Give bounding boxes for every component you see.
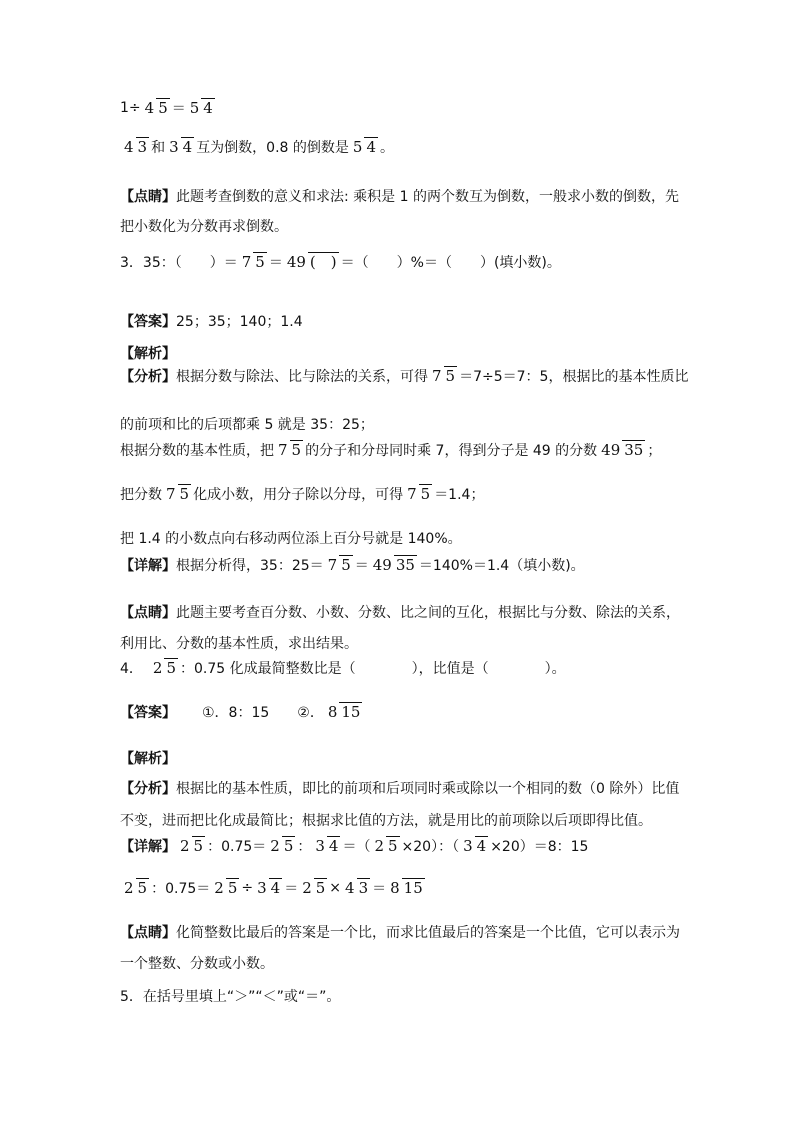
numerator: 2 <box>270 837 280 855</box>
text: 4． <box>120 661 143 677</box>
tag-xiangjie: 【详解】 <box>120 839 176 855</box>
fraction <box>240 252 267 272</box>
question-5 <box>120 986 340 1006</box>
denominator: ( ) <box>309 253 337 271</box>
text: ＝7÷5＝7：5，根据比的基本性质比 <box>459 369 689 385</box>
fraction <box>430 366 457 386</box>
analysis-4 <box>120 748 176 768</box>
fraction <box>300 878 327 898</box>
numerator: 4 <box>144 99 155 117</box>
fraction <box>405 484 432 504</box>
denominator: 5 <box>420 485 431 503</box>
numerator: 49 <box>372 556 392 574</box>
numerator: 7 <box>407 485 417 503</box>
text: ＝（ <box>342 839 371 855</box>
numerator: 7 <box>166 485 176 503</box>
text: ＝（ ）%＝（ ）(填小数)。 <box>340 255 561 271</box>
numerator: 7 <box>241 253 252 271</box>
fraction <box>122 137 149 157</box>
text: 和 <box>151 140 166 156</box>
comment-3-line2 <box>120 633 358 653</box>
numerator: 49 <box>286 253 306 271</box>
text: 的分子和分母同时乘 7，得到分子是 49 的分数 <box>305 443 598 459</box>
denominator: 4 <box>366 138 376 156</box>
denominator: 3 <box>137 138 148 156</box>
text: ＝ <box>268 255 283 271</box>
numerator: 2 <box>374 837 384 855</box>
numerator: 3 <box>463 837 473 855</box>
denominator: 5 <box>315 879 326 897</box>
text: 化简整数比最后的答案是一个比，而求比值最后的答案是一个比值，它可以表示为 <box>176 925 680 941</box>
text: ＝140%＝1.4（填小数)。 <box>418 558 585 574</box>
denominator: 5 <box>158 99 168 117</box>
numerator: 4 <box>345 879 355 897</box>
text: 根据分数的基本性质，把 <box>120 443 274 459</box>
text: ×20）＝8：15 <box>490 839 589 855</box>
fenxi-3-line2 <box>120 414 374 434</box>
numerator: 7 <box>327 556 338 574</box>
fraction <box>122 878 149 898</box>
denominator: 5 <box>227 879 238 897</box>
text: × <box>329 880 342 896</box>
question-3 <box>120 252 561 272</box>
denominator: 35 <box>624 441 644 459</box>
text: 互为倒数，0.8 的倒数是 <box>196 140 349 156</box>
numerator: 2 <box>124 879 134 897</box>
text: ； <box>647 443 662 459</box>
fraction <box>212 878 239 898</box>
text: 1÷ <box>120 100 141 116</box>
text: ×20）：（ <box>401 839 460 855</box>
numerator: 5 <box>189 99 200 117</box>
fraction <box>178 836 205 856</box>
fraction <box>326 702 363 722</box>
text: 把 1.4 的小数点向右移动两位添上百分号就是 140%。 <box>120 531 462 547</box>
fraction <box>276 440 303 460</box>
comment-4-line2 <box>120 953 274 973</box>
numerator: 2 <box>180 837 190 855</box>
tag-xiangjie: 【详解】 <box>120 558 176 574</box>
fenxi-4 <box>120 778 679 798</box>
text: 此题考查倒数的意义和求法: 乘积是 1 的两个数互为倒数，一般求小数的倒数，先 <box>176 189 679 205</box>
text: ①．8：15 ②． <box>202 705 324 721</box>
text: 根据比的基本性质，即比的前项和后项同时乘或除以一个相同的数（0 除外）比值 <box>176 781 680 797</box>
denominator: 5 <box>291 441 302 459</box>
fraction <box>343 878 370 898</box>
fenxi-3-line5 <box>120 528 462 548</box>
denominator: 5 <box>388 837 398 855</box>
text: ： <box>297 839 312 855</box>
tag-dianjing: 【点睛】 <box>120 605 176 621</box>
fraction <box>371 555 417 575</box>
text: 根据分数与除法、比与除法的关系，可得 <box>176 369 428 385</box>
fraction <box>188 98 215 118</box>
fraction <box>268 836 295 856</box>
text: ：0.75＝ <box>207 839 267 855</box>
detail-3 <box>120 555 585 575</box>
text: ＝ <box>372 881 387 897</box>
numerator: 2 <box>302 879 312 897</box>
text: 5．在括号里填上“＞”“＜”或“＝”。 <box>120 989 341 1005</box>
denominator: 15 <box>403 879 423 897</box>
fraction <box>151 658 178 678</box>
numerator: 5 <box>352 138 363 156</box>
text: 3．35：（ ）＝ <box>120 255 238 271</box>
denominator: 4 <box>476 837 487 855</box>
line-reciprocal-calc <box>120 98 217 118</box>
fraction <box>285 252 339 272</box>
text: ＝ <box>171 101 186 117</box>
tag-answer: 【答案】 <box>120 705 176 721</box>
tag-fenxi: 【分析】 <box>120 781 176 797</box>
fenxi-4-line2 <box>120 810 652 830</box>
detail-4-line2 <box>120 878 427 898</box>
text: 把小数化为分数再求倒数。 <box>120 219 288 235</box>
denominator: 4 <box>203 99 213 117</box>
numerator: 3 <box>315 837 325 855</box>
question-4 <box>120 658 566 678</box>
text: 。 <box>380 140 394 156</box>
fenxi-3-line3 <box>120 440 661 460</box>
numerator: 2 <box>214 879 224 897</box>
tag-dianjing: 【点睛】 <box>120 189 176 205</box>
fraction <box>388 878 425 898</box>
text: ：0.75＝ <box>151 881 211 897</box>
denominator: 5 <box>166 659 177 677</box>
comment-4 <box>120 922 680 942</box>
tag-dianjing: 【点睛】 <box>120 925 176 941</box>
text: ＝ <box>284 881 299 897</box>
denominator: 4 <box>328 837 339 855</box>
text: 一个整数、分数或小数。 <box>120 956 274 972</box>
denominator: 3 <box>358 879 369 897</box>
denominator: 5 <box>179 485 190 503</box>
denominator: 5 <box>445 367 456 385</box>
fraction <box>372 836 399 856</box>
text: 此题主要考查百分数、小数、分数、比之间的互化，根据比与分数、除法的关系， <box>176 605 680 621</box>
fenxi-3-line4 <box>120 484 484 504</box>
denominator: 4 <box>270 879 281 897</box>
text: ÷ <box>241 880 254 896</box>
denominator: 15 <box>341 703 361 721</box>
text: ＝1.4； <box>434 487 485 503</box>
text: 化成小数，用分子除以分母，可得 <box>193 487 404 503</box>
fraction <box>164 484 191 504</box>
text: ：0.75 化成最简整数比是（ ），比值是（ ）。 <box>180 661 566 677</box>
fraction <box>143 98 170 118</box>
text: 利用比、分数的基本性质，求出结果。 <box>120 636 358 652</box>
tag-jiexi: 【解析】 <box>120 751 176 767</box>
numerator: 8 <box>327 703 338 721</box>
fraction <box>599 440 645 460</box>
numerator: 7 <box>278 441 288 459</box>
text: 不变，进而把比化成最简比；根据求比值的方法，就是用比的前项除以后项即得比值。 <box>120 813 652 829</box>
text: ＝ <box>354 558 369 574</box>
denominator: 5 <box>341 556 351 574</box>
numerator: 3 <box>169 138 179 156</box>
comment-line <box>120 186 679 206</box>
numerator: 3 <box>257 879 267 897</box>
denominator: 5 <box>255 253 265 271</box>
denominator: 5 <box>193 837 204 855</box>
fraction <box>351 137 378 157</box>
numerator: 4 <box>124 138 134 156</box>
fraction <box>167 137 194 157</box>
tag-fenxi: 【分析】 <box>120 369 176 385</box>
numerator: 7 <box>432 367 442 385</box>
denominator: 35 <box>395 556 415 574</box>
denominator: 4 <box>182 138 193 156</box>
numerator: 8 <box>390 879 400 897</box>
analysis-3 <box>120 343 176 363</box>
detail-4 <box>120 836 588 856</box>
text: 根据分析得，35：25＝ <box>176 558 324 574</box>
denominator: 5 <box>137 879 148 897</box>
fraction <box>255 878 282 898</box>
comment-line-cont <box>120 216 288 236</box>
tag-jiexi: 【解析】 <box>120 346 176 362</box>
answer-4 <box>120 702 364 722</box>
numerator: 49 <box>601 441 621 459</box>
text: 25；35；140；1.4 <box>176 314 303 330</box>
line-reciprocal-result <box>120 137 394 157</box>
numerator: 2 <box>152 659 163 677</box>
answer-3 <box>120 311 303 331</box>
fraction <box>326 555 353 575</box>
comment-3 <box>120 602 680 622</box>
fraction <box>313 836 340 856</box>
fenxi-3 <box>120 366 688 386</box>
text: 的前项和比的后项都乘 5 就是 35：25； <box>120 417 374 433</box>
text: 把分数 <box>120 487 162 503</box>
fraction <box>461 836 488 856</box>
denominator: 5 <box>283 837 294 855</box>
tag-answer: 【答案】 <box>120 314 176 330</box>
